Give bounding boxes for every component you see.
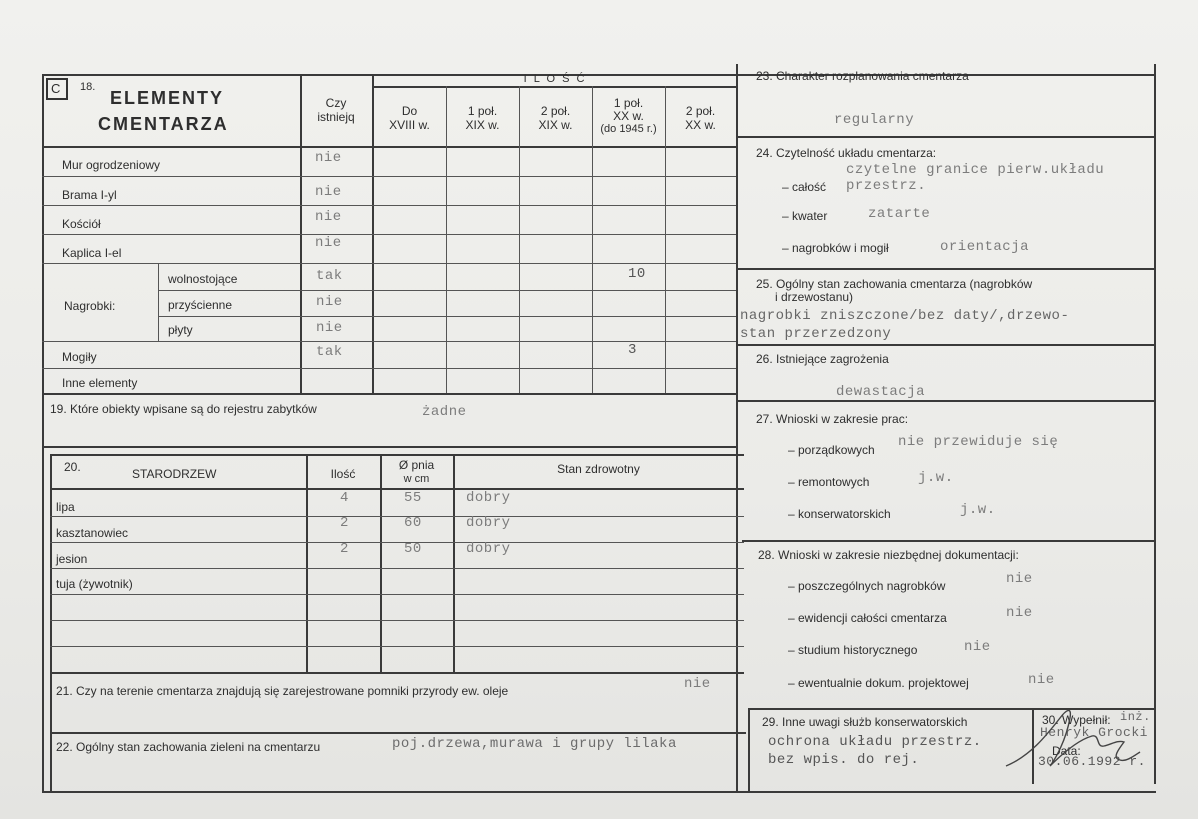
s25-value-line2: stan przerzedzony <box>740 326 892 342</box>
period-1-line1: 1 poł. <box>467 104 498 118</box>
tree-count: 2 <box>340 515 349 531</box>
s20-col-diam-line2: w cm <box>403 473 430 485</box>
row-line-8 <box>42 368 736 369</box>
s26-value: dewastacja <box>836 384 926 400</box>
s30-value-line2: Henryk Grocki <box>1040 725 1148 740</box>
s19-value: żadne <box>422 404 467 420</box>
s27-item-label: – konserwatorskich <box>788 507 891 521</box>
s26-bottom-line <box>736 400 1154 402</box>
tree-name: jesion <box>56 552 88 566</box>
section-18-number: 18. <box>80 81 96 93</box>
period-3-line3: (do 1945 r.) <box>600 123 657 135</box>
period-4-line2: XX w. <box>685 118 716 132</box>
s19-bottom-line <box>42 446 736 448</box>
s25-label-line1: 25. Ogólny stan zachowania cmentarza (nagrobków <box>756 277 1033 291</box>
s20-left-line <box>50 454 52 672</box>
s20-col-line-2 <box>380 454 382 672</box>
s21-22-left-line <box>50 672 52 791</box>
s26-label: 26. Istniejące zagrożenia <box>756 352 889 366</box>
row-label-mogily: Mogiły <box>62 350 97 364</box>
s18-col-line-3 <box>446 86 447 393</box>
period-1-line2: XIX w. <box>465 118 500 132</box>
row-line-1 <box>42 176 736 177</box>
s18-col-line-4 <box>519 86 520 393</box>
tree-health: dobry <box>466 490 511 506</box>
s28-item-value: nie <box>964 639 991 655</box>
s21-top-line <box>50 672 744 674</box>
s27-item-value: nie przewiduje się <box>898 434 1059 450</box>
s29-left-line <box>748 708 750 791</box>
s20-col-line-3 <box>453 454 455 672</box>
s20-title: STARODRZEW <box>132 467 217 481</box>
s21-value: nie <box>684 676 711 692</box>
s20-col-count: Ilość <box>330 467 356 481</box>
s28-item-label: – poszczególnych nagrobków <box>788 579 946 593</box>
s24-bottom-line <box>736 268 1154 270</box>
value-wolnostojace-exists: tak <box>316 268 343 284</box>
row-label-plyty: płyty <box>168 323 193 337</box>
frame-left <box>42 74 44 791</box>
s22-label: 22. Ogólny stan zachowania zieleni na cmentarzu <box>56 740 321 754</box>
s24-kwater-label: – kwater <box>782 209 828 223</box>
tree-name: lipa <box>56 500 75 514</box>
s27-item-value: j.w. <box>918 470 954 486</box>
s27-label: 27. Wnioski w zakresie prac: <box>756 412 909 426</box>
tree-diam: 60 <box>404 515 422 531</box>
value-mur-exists: nie <box>315 150 342 166</box>
s19-top-line <box>42 393 736 395</box>
s18-col-line-6 <box>665 86 666 393</box>
period-2-line1: 2 poł. <box>540 104 571 118</box>
nagrobki-subdivider <box>158 263 159 341</box>
s27-item-label: – remontowych <box>788 475 870 489</box>
s24-kwater-value: zatarte <box>868 206 931 222</box>
period-2-line2: XIX w. <box>538 118 573 132</box>
column-divider <box>736 64 738 791</box>
row-label-nagrobki: Nagrobki: <box>64 299 116 313</box>
tree-health: dobry <box>466 541 511 557</box>
s20-row-line-3 <box>50 568 744 569</box>
col-exists-line1: Czy <box>325 96 347 110</box>
s30-date-value: 30.06.1992 r. <box>1038 754 1146 769</box>
tree-health: dobry <box>466 515 511 531</box>
tree-count: 4 <box>340 490 349 506</box>
s28-label: 28. Wnioski w zakresie niezbędnej dokumentacji: <box>758 548 1019 562</box>
s28-item-label: – ewidencji całości cmentarza <box>788 611 947 625</box>
s30-label: 30. Wypełnił: <box>1042 713 1111 727</box>
s24-label: 24. Czytelność układu cmentarza: <box>756 146 937 160</box>
s20-number: 20. <box>64 460 81 474</box>
period-3-line2: XX w. <box>613 109 644 123</box>
value-brama-exists: nie <box>315 184 342 200</box>
value-przyscienne-exists: nie <box>316 294 343 310</box>
row-line-4 <box>42 263 736 264</box>
title-line-2: CMENTARZA <box>98 114 229 134</box>
s24-calosc-label: – całość <box>782 180 827 194</box>
s23-value: regularny <box>834 112 915 128</box>
row-label-kosciol: Kościół <box>62 217 101 231</box>
row-label-brama: Brama I-yl <box>62 188 117 202</box>
value-wolnostojace-count: 10 <box>628 266 646 282</box>
row-label-inne: Inne elementy <box>62 376 138 390</box>
tree-name: tuja (żywotnik) <box>56 577 133 591</box>
s20-col-diam-line1: Ø pnia <box>398 458 435 472</box>
row-label-przyscienne: przyścienne <box>168 298 233 312</box>
s20-col-line-1 <box>306 454 308 672</box>
s25-bottom-line <box>736 344 1154 346</box>
period-0-line1: Do <box>401 104 418 118</box>
s25-value-line1: nagrobki zniszczone/bez daty/,drzewo- <box>740 308 1070 324</box>
tree-diam: 55 <box>404 490 422 506</box>
ilosc-header: I L O Ś Ć <box>523 73 587 85</box>
s24-calosc-value-line1: czytelne granice pierw.układu <box>846 162 1105 178</box>
s28-item-value: nie <box>1028 672 1055 688</box>
row-label-kaplica: Kaplica I-el <box>62 246 122 260</box>
s20-row-line-5 <box>50 620 744 621</box>
s20-col-health: Stan zdrowotny <box>557 462 640 476</box>
s24-nagrobkow-label: – nagrobków i mogił <box>782 241 889 255</box>
s20-header-line <box>50 488 744 490</box>
s22-value: poj.drzewa,murawa i grupy lilaka <box>392 736 677 752</box>
signature-mark <box>1000 696 1150 776</box>
s28-item-label: – ewentualnie dokum. projektowej <box>788 676 969 690</box>
value-kosciol-exists: nie <box>315 209 342 225</box>
frame-bottom <box>42 791 1156 793</box>
s21-label: 21. Czy na terenie cmentarza znajdują się zarejestrowane pomniki przyrody ew. oleje <box>56 684 509 698</box>
s23-label: 23. Charakter rozplanowania cmentarza <box>756 69 969 83</box>
s18-col-line-5 <box>592 86 593 393</box>
tree-count: 2 <box>340 541 349 557</box>
s19-label: 19. Które obiekty wpisane są do rejestru zabytków <box>50 402 317 416</box>
tree-name: kasztanowiec <box>56 526 129 540</box>
s29-value-line1: ochrona układu przestrz. <box>768 734 982 750</box>
s22-top-line <box>50 732 746 734</box>
col-exists-line2: istniejq <box>317 110 355 124</box>
row-line-3 <box>42 234 736 235</box>
s29-label: 29. Inne uwagi służb konserwatorskich <box>762 715 968 729</box>
s25-label-line2: i drzewostanu) <box>775 290 854 304</box>
s27-item-label: – porządkowych <box>788 443 875 457</box>
s20-row-line-6 <box>50 646 744 647</box>
value-mogily-count: 3 <box>628 342 637 358</box>
s24-nagrobkow-value: orientacja <box>940 239 1030 255</box>
form-card <box>40 64 1158 794</box>
s28-item-value: nie <box>1006 605 1033 621</box>
period-4-line1: 2 poł. <box>685 104 716 118</box>
value-plyty-exists: nie <box>316 320 343 336</box>
s30-value-line1: inż. <box>1120 710 1151 724</box>
s27-bottom-line <box>742 540 1154 542</box>
tree-diam: 50 <box>404 541 422 557</box>
period-3-line1: 1 poł. <box>613 96 644 110</box>
frame-right <box>1154 64 1156 784</box>
value-mogily-exists: tak <box>316 344 343 360</box>
s23-bottom-line <box>736 136 1154 138</box>
value-kaplica-exists: nie <box>315 235 342 251</box>
header-bottom-line <box>42 146 736 148</box>
s27-item-value: j.w. <box>960 502 996 518</box>
row-line-5 <box>158 290 736 291</box>
s20-top-line <box>50 454 744 456</box>
s28-item-label: – studium historycznego <box>788 643 918 657</box>
s20-row-line-1 <box>50 516 744 517</box>
s29-value-line2: bez wpis. do rej. <box>768 752 920 768</box>
box-letter: C <box>46 78 68 100</box>
s20-row-line-4 <box>50 594 744 595</box>
s20-row-line-2 <box>50 542 744 543</box>
row-label-wolnostojace: wolnostojące <box>168 272 238 286</box>
s24-calosc-value-line2: przestrz. <box>846 178 927 194</box>
title-line-1: ELEMENTY <box>110 88 225 108</box>
s28-item-value: nie <box>1006 571 1033 587</box>
row-line-2 <box>42 205 736 206</box>
period-0-line2: XVIII w. <box>389 118 430 132</box>
row-label-mur: Mur ogrodzeniowy <box>62 158 161 172</box>
row-line-6 <box>158 316 736 317</box>
s30-date-label: Data: <box>1052 744 1081 758</box>
ilosc-underline <box>372 86 736 88</box>
